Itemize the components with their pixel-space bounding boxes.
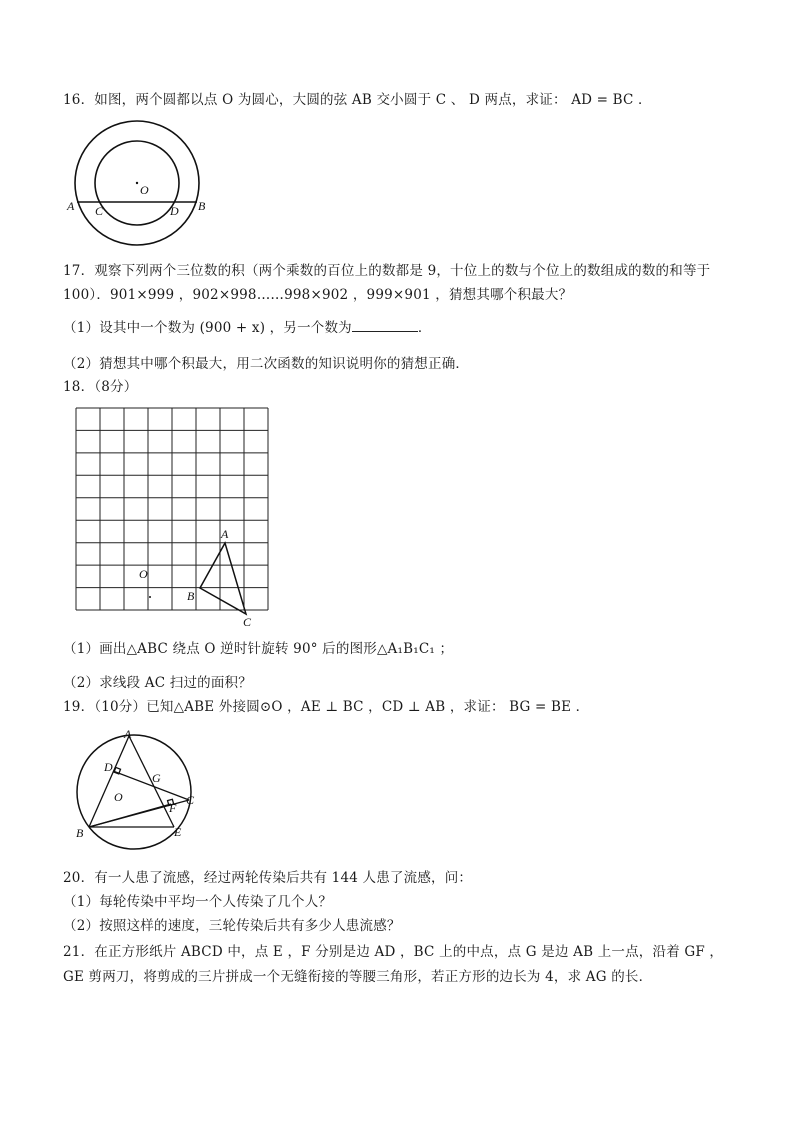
q16-label-c: C — [95, 204, 104, 218]
q18-label-c: C — [243, 615, 252, 629]
q19-label-o: O — [114, 790, 123, 804]
q21-line1: 21．在正方形纸片 ABCD 中，点 E ，F 分别是边 AD ，BC 上的中点，点 G 是边 AB 上一点，沿着 GF ， — [63, 944, 724, 960]
q19-label-c: C — [186, 793, 195, 807]
q18-label-o: O — [139, 567, 148, 581]
q17-line1: 17．观察下列两个三位数的积（两个乘数的百位上的数都是 9，十位上的数与个位上的数组成的数的和等于 — [63, 263, 711, 279]
q16-figure — [62, 122, 212, 246]
q18-label-b: B — [187, 589, 195, 603]
q18-triangle-abc — [200, 543, 246, 614]
q18-sub1: （1）画出△ABC 绕点 O 逆时针旋转 90° 后的图形△A₁B₁C₁ ； — [63, 641, 454, 657]
q20-text: 20．有一人患了流感，经过两轮传染后共有 144 人患了流感，问： — [63, 870, 473, 886]
q18-grid-figure — [68, 400, 288, 632]
q16-text: 16．如图，两个圆都以点 O 为圆心，大圆的弦 AB 交小圆于 C 、 D 两点，求证： AD = BC ． — [63, 92, 652, 108]
q20-sub2: （2）按照这样的速度，三轮传染后共有多少人患流感？ — [63, 918, 401, 934]
q20-sub1: （1）每轮传染中平均一个人传染了几个人？ — [63, 894, 333, 910]
q18-label-a: A — [221, 527, 229, 541]
q19-label-g: G — [152, 771, 161, 785]
q19-label-f: F — [169, 801, 177, 815]
q19-label-b: B — [76, 826, 84, 840]
q16-label-o: O — [140, 183, 149, 197]
q19-text: 19．（10分）已知△ABE 外接圆⊙O ，AE ⊥ BC ，CD ⊥ AB ，求证： BG = BE ． — [63, 699, 590, 715]
q17-sub1 — [63, 319, 432, 337]
q21-line2: GE 剪两刀，将剪成的三片拼成一个无缝衔接的等腰三角形，若正方形的边长为 4，求 AG 的长． — [63, 969, 653, 985]
q18-sub2: （2）求线段 AC 扫过的面积？ — [63, 675, 252, 691]
q19-label-a: A — [124, 727, 132, 741]
q17-sub2: （2）猜想其中哪个积最大，用二次函数的知识说明你的猜想正确． — [63, 356, 470, 372]
q16-label-d: D — [170, 204, 179, 218]
q17-answer-blank[interactable] — [352, 319, 418, 332]
q17-line2: 100）．901×999 ，902×998……998×902 ，999×901 ，猜想其哪个积最大？ — [63, 287, 573, 303]
q19-label-e: E — [174, 825, 182, 839]
q16-label-b: B — [198, 199, 206, 213]
q19-figure — [70, 726, 210, 850]
q17-sub1-post: ． — [417, 320, 432, 336]
q19-label-d: D — [104, 760, 113, 774]
q18-grid — [76, 408, 268, 610]
q18-head: 18．（8分） — [63, 379, 138, 395]
q16-label-a: A — [67, 199, 75, 213]
q17-sub1-pre: （1）设其中一个数为 (900 + x) ，另一个数为 — [63, 320, 352, 336]
